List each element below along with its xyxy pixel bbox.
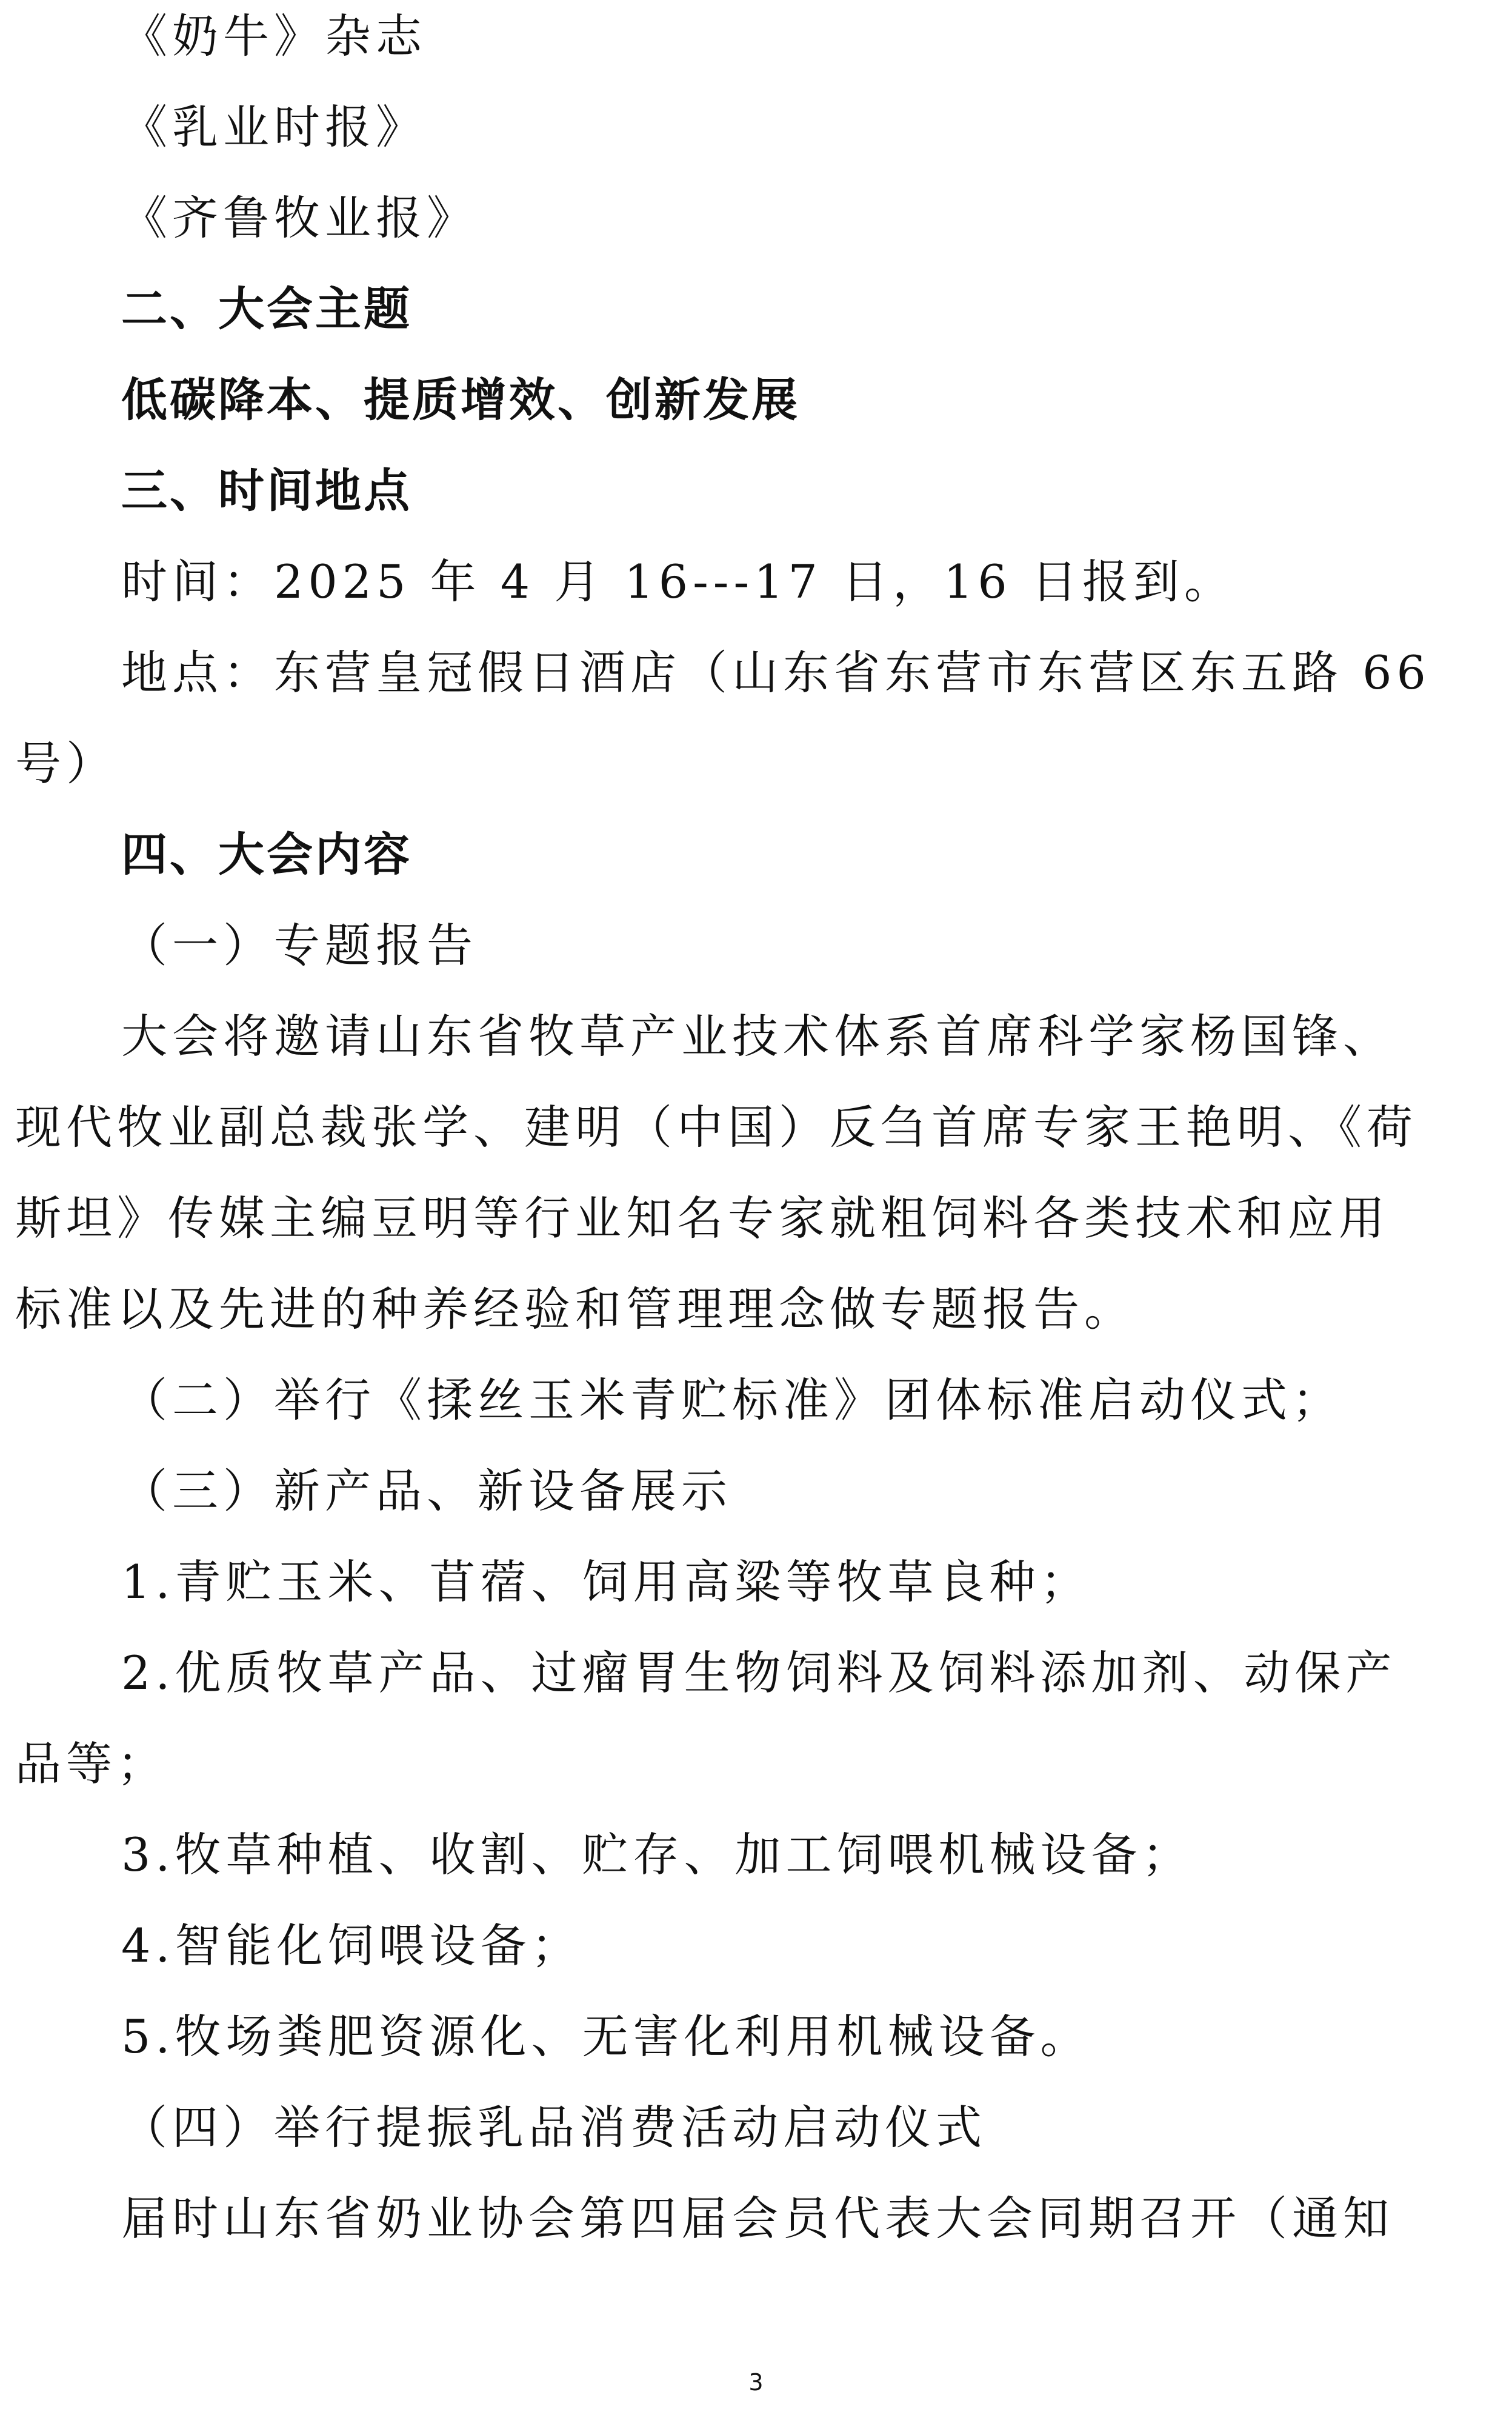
location-paragraph: 地点：东营皇冠假日酒店（山东省东营市东营区东五路 66 [121,646,1431,700]
time-paragraph: 时间：2025 年 4 月 16---17 日，16 日报到。 [121,555,1235,609]
page-number: 3 [748,2369,764,2396]
section-heading-theme: 二、大会主题 [121,282,412,336]
location-paragraph-cont: 号） [15,737,117,790]
journal-dairy-times: 《乳业时报》 [121,100,427,154]
exhibit-item-5: 5.牧场粪肥资源化、无害化利用机械设备。 [121,2010,1091,2063]
exhibit-item-4: 4.智能化饲喂设备； [121,1919,582,1973]
subsection-dairy-consumption: （四）举行提振乳品消费活动启动仪式 [121,2100,987,2154]
exhibit-item-2-cont: 品等； [15,1737,168,1791]
exhibit-item-3: 3.牧草种植、收割、贮存、加工饲喂机械设备； [121,1828,1193,1882]
section-heading-time-place: 三、时间地点 [121,464,412,518]
journal-qilu-animal-husbandry: 《齐鲁牧业报》 [121,191,478,245]
subsection-exhibition: （三）新产品、新设备展示 [121,1464,732,1518]
exhibit-item-2: 2.优质牧草产品、过瘤胃生物饲料及饲料添加剂、动保产 [121,1646,1397,1700]
section-heading-content: 四、大会内容 [121,827,412,881]
conference-theme: 低碳降本、提质增效、创新发展 [121,373,800,427]
keynote-paragraph-line-2: 现代牧业副总裁张学、建明（中国）反刍首席专家王艳明、《荷 [15,1100,1417,1154]
member-congress-paragraph: 届时山东省奶业协会第四届会员代表大会同期召开（通知 [121,2191,1394,2245]
subsection-standard-launch: （二）举行《揉丝玉米青贮标准》团体标准启动仪式； [121,1373,1343,1427]
subsection-keynote: （一）专题报告 [121,918,478,972]
keynote-paragraph-line-3: 斯坦》传媒主编豆明等行业知名专家就粗饲料各类技术和应用 [15,1191,1390,1245]
exhibit-item-1: 1.青贮玉米、苜蓿、饲用高粱等牧草良种； [121,1555,1091,1609]
keynote-paragraph-line-1: 大会将邀请山东省牧草产业技术体系首席科学家杨国锋、 [121,1009,1394,1063]
keynote-paragraph-line-4: 标准以及先进的种养经验和管理理念做专题报告。 [15,1282,1135,1336]
journal-dairy-cow: 《奶牛》杂志 [121,9,427,63]
